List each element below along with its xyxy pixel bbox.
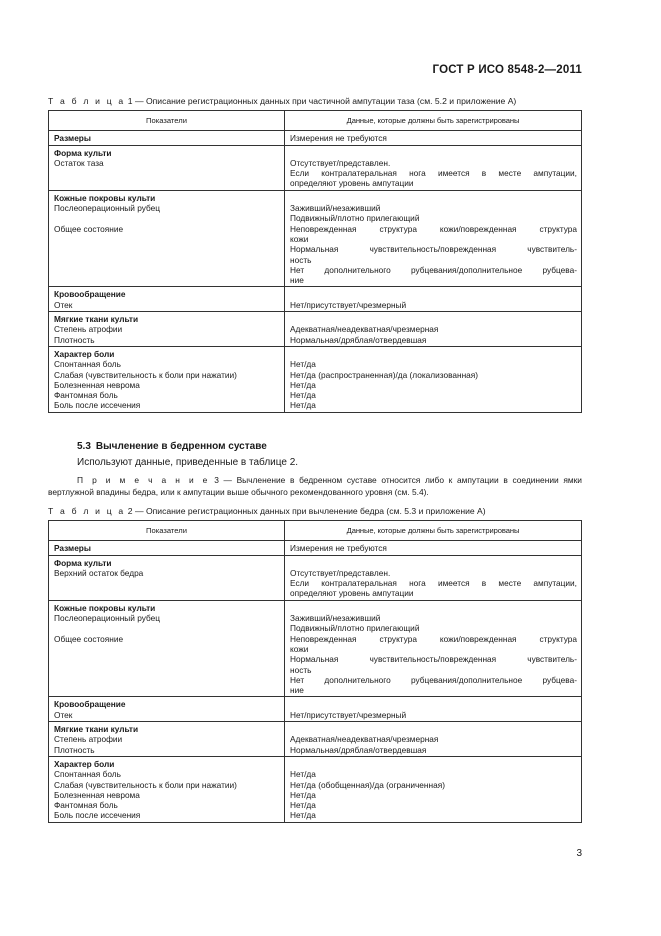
data-line: определяют уровень ампутации (290, 178, 414, 189)
data-line: Отсутствует/представлен. (290, 157, 391, 168)
data-line: Отсутствует/представлен. (290, 567, 391, 578)
indicator-cell (49, 312, 285, 347)
indicator-line: Верхний остаток бедра (54, 567, 144, 578)
data-cell (285, 555, 582, 600)
data-line (290, 759, 577, 769)
indicator-cell (49, 756, 285, 822)
table1-header-row (49, 111, 582, 131)
data-cell (285, 145, 582, 190)
table1-col-data: Данные, которые должны быть зарегистрированы (285, 111, 582, 131)
data-line: ние (290, 685, 304, 696)
row-title: Форма культи (54, 557, 112, 568)
data-cell (285, 312, 582, 347)
table-row (49, 541, 582, 555)
data-line: Нормальная/дряблая/отвердевшая (290, 334, 427, 345)
indicator-line: Степень атрофии (54, 734, 123, 745)
data-line: Нормальная чувствительность/поврежденная чувствитель- (290, 244, 577, 255)
data-line: Нет/да (290, 769, 316, 780)
data-line (290, 699, 577, 709)
indicator-line: Болезненная неврома (54, 379, 140, 390)
data-line: Нет/присутствует/чрезмерный (290, 299, 407, 310)
data-line: Заживший/незаживший (290, 203, 381, 214)
note-line-1 (48, 474, 582, 486)
row-title: Кожные покровы культи (54, 192, 156, 203)
data-line: Нет/да (290, 810, 316, 821)
indicator-line (54, 623, 280, 633)
indicator-line: Послеоперационный рубец (54, 203, 160, 214)
indicator-cell (49, 287, 285, 312)
row-title: Форма культи (54, 147, 112, 158)
row-title: Размеры (54, 133, 91, 144)
indicator-line: Остаток таза (54, 157, 104, 168)
indicator-line: Слабая (чувствительность к боли при нажатии) (54, 369, 237, 380)
table-row (49, 312, 582, 347)
table2-caption-text: 2 — Описание регистрационных данных при вычленение бедра (см. 5.3 и приложение А) (125, 506, 486, 516)
data-line: Измерения не требуются (290, 543, 387, 554)
indicator-line (54, 213, 280, 223)
data-line: Нет/присутствует/чрезмерный (290, 709, 407, 720)
table-row (49, 600, 582, 697)
indicator-line: Плотность (54, 744, 95, 755)
data-line: Нет/да (290, 359, 316, 370)
indicator-line: Общее состояние (54, 633, 124, 644)
table-row (49, 287, 582, 312)
indicator-cell (49, 600, 285, 697)
data-line: Нормальная чувствительность/поврежденная чувствитель- (290, 654, 577, 665)
indicator-line: Отек (54, 299, 73, 310)
table1 (48, 110, 582, 413)
data-line: Если контралатеральная нога имеется в месте ампутации, (290, 168, 577, 179)
indicator-line: Плотность (54, 334, 95, 345)
data-line (290, 314, 577, 324)
data-line: Неповрежденная структура кожи/поврежденная структура (290, 633, 577, 644)
table-row (49, 722, 582, 757)
data-line: Нет дополнительного рубцевания/дополнительное рубцева- (290, 264, 577, 275)
indicator-line: Фантомная боль (54, 800, 118, 811)
row-title: Кожные покровы культи (54, 602, 156, 613)
indicator-cell (49, 145, 285, 190)
table1-caption (48, 96, 516, 106)
data-line: Нет/да (290, 800, 316, 811)
table2-caption-label: Т а б л и ц а (48, 506, 126, 516)
indicator-line: Спонтанная боль (54, 769, 121, 780)
indicator-line: Общее состояние (54, 223, 124, 234)
page-number: 3 (576, 848, 582, 859)
table2-header-row (49, 521, 582, 541)
data-line: кожи (290, 233, 309, 244)
row-title: Кровообращение (54, 289, 126, 300)
data-cell (285, 190, 582, 287)
data-line: Подвижный/плотно прилегающий (290, 213, 420, 224)
data-line (290, 148, 577, 158)
table-row (49, 555, 582, 600)
data-cell (285, 541, 582, 555)
indicator-line: Отек (54, 709, 73, 720)
table-row (49, 697, 582, 722)
data-line: ние (290, 275, 304, 286)
table1-caption-label: Т а б л и ц а (48, 96, 126, 106)
data-line: Нет/да (обобщенная)/да (ограниченная) (290, 779, 445, 790)
row-title: Характер боли (54, 348, 115, 359)
data-line: Заживший/незаживший (290, 613, 381, 624)
data-cell (285, 722, 582, 757)
indicator-line: Боль после иссечения (54, 400, 141, 411)
table-row (49, 190, 582, 287)
note-line-2: вертлужной впадины бедра, или к ампутации выше обычного рекомендованного уровня (см. 5.4). (48, 487, 429, 497)
indicator-line: Послеоперационный рубец (54, 613, 160, 624)
indicator-line: Фантомная боль (54, 390, 118, 401)
data-line: Измерения не требуются (290, 133, 387, 144)
indicator-cell (49, 131, 285, 145)
indicator-cell (49, 555, 285, 600)
data-cell (285, 287, 582, 312)
indicator-cell (49, 541, 285, 555)
data-line: ность (290, 664, 312, 675)
row-title: Характер боли (54, 758, 115, 769)
data-line: Нет/да (290, 390, 316, 401)
indicator-line: Болезненная неврома (54, 789, 140, 800)
table2-col-indicators: Показатели (49, 521, 285, 541)
indicator-cell (49, 722, 285, 757)
data-line: Нет/да (290, 379, 316, 390)
table1-caption-text: 1 — Описание регистрационных данных при частичной ампутации таза (см. 5.2 и приложение А) (125, 96, 517, 106)
note-block (48, 474, 582, 498)
data-line: Нет/да (290, 400, 316, 411)
data-cell (285, 346, 582, 412)
table2 (48, 520, 582, 823)
data-line (290, 558, 577, 568)
data-line: Неповрежденная структура кожи/поврежденная структура (290, 223, 577, 234)
data-cell (285, 697, 582, 722)
indicator-cell (49, 346, 285, 412)
indicator-line: Спонтанная боль (54, 359, 121, 370)
data-line: определяют уровень ампутации (290, 588, 414, 599)
data-line (290, 289, 577, 299)
note-text-1: 3 — Вычленение в бедренном суставе относится либо к ампутации в соединении ямки (209, 475, 582, 485)
data-cell (285, 600, 582, 697)
data-line (290, 603, 577, 613)
table-row (49, 756, 582, 822)
table2-caption (48, 506, 486, 516)
row-title: Размеры (54, 543, 91, 554)
data-line (290, 724, 577, 734)
data-line: Если контралатеральная нога имеется в месте ампутации, (290, 578, 577, 589)
data-line: Адекватная/неадекватная/чрезмерная (290, 324, 439, 335)
table-row (49, 145, 582, 190)
table1-col-indicators: Показатели (49, 111, 285, 131)
data-line (290, 193, 577, 203)
data-line: Нормальная/дряблая/отвердевшая (290, 744, 427, 755)
data-line: Подвижный/плотно прилегающий (290, 623, 420, 634)
indicator-line: Боль после иссечения (54, 810, 141, 821)
data-line: Нет/да (290, 789, 316, 800)
note-label: П р и м е ч а н и е (77, 475, 210, 485)
data-line: ность (290, 254, 312, 265)
data-line: кожи (290, 643, 309, 654)
data-line (290, 349, 577, 359)
data-cell (285, 756, 582, 822)
table-row (49, 346, 582, 412)
table-row (49, 131, 582, 145)
data-cell (285, 131, 582, 145)
data-line: Нет дополнительного рубцевания/дополнительное рубцева- (290, 674, 577, 685)
section-heading (77, 441, 267, 452)
data-line: Нет/да (распространенная)/да (локализованная) (290, 369, 479, 380)
indicator-cell (49, 697, 285, 722)
section-title: Вычленение в бедренном суставе (95, 441, 267, 452)
indicator-line: Слабая (чувствительность к боли при нажатии) (54, 779, 237, 790)
row-title: Кровообращение (54, 699, 126, 710)
indicator-line: Степень атрофии (54, 324, 123, 335)
body-paragraph: Используют данные, приведенные в таблице 2. (77, 457, 299, 468)
indicator-cell (49, 190, 285, 287)
row-title: Мягкие ткани культи (54, 314, 139, 325)
document-header: ГОСТ Р ИСО 8548-2—2011 (432, 64, 582, 76)
section-number: 5.3 (77, 441, 91, 452)
table2-col-data: Данные, которые должны быть зарегистрированы (285, 521, 582, 541)
data-line: Адекватная/неадекватная/чрезмерная (290, 734, 439, 745)
row-title: Мягкие ткани культи (54, 724, 139, 735)
